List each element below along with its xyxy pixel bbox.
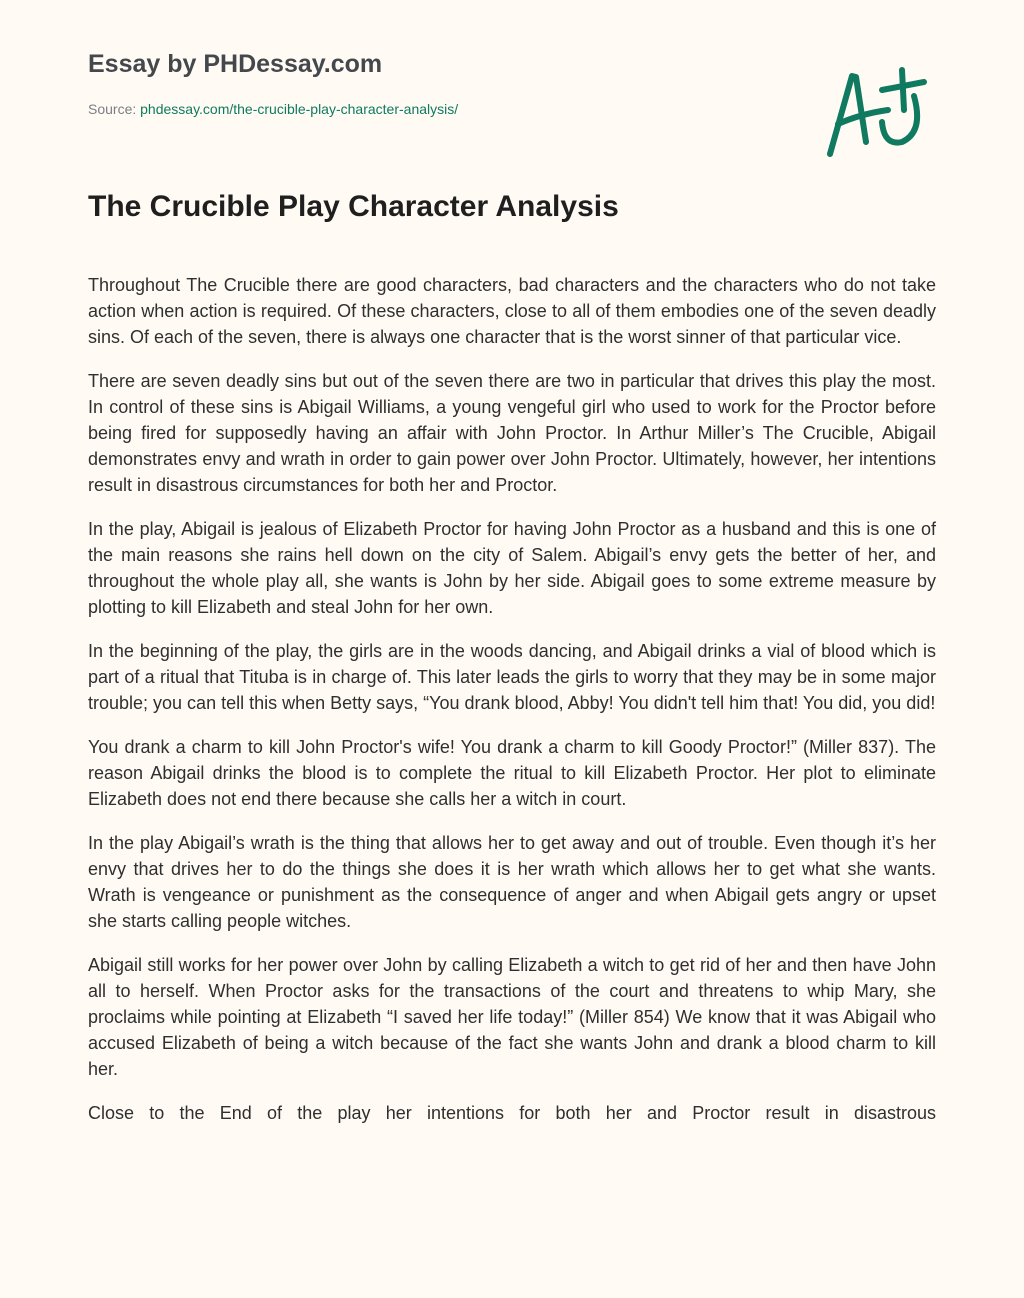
paragraph: Throughout The Crucible there are good characters, bad characters and the characters who do not take action when action is required. Of these characters, close to all of them embodies one of the seven deadly sins. Of each of the seven, there is always one character that is the worst sinner of that particular vice.	[88, 275, 936, 347]
paragraph: There are seven deadly sins but out of the seven there are two in particular that drives this play the most. In control of these sins is Abigail Williams, a young vengeful girl who used to work for the Proctor before being fired for supposedly having an affair with John Proctor. In Arthur Miller’s The Crucible, Abigail demonstrates envy and wrath in order to gain power over John Proctor. Ultimately, however, her intentions result in disastrous circumstances for both her and Proctor.	[88, 371, 936, 495]
source-label: Source:	[88, 101, 137, 117]
paragraph: You drank a charm to kill John Proctor's wife! You drank a charm to kill Goody Proctor!” (Miller 837). The reason Abigail drinks the blood is to complete the ritual to kill Elizabeth Proctor. Her plot to eliminate Elizabeth does not end there because she calls her a witch in court.	[88, 737, 936, 809]
paragraph: In the beginning of the play, the girls are in the woods dancing, and Abigail drinks a vial of blood which is part of a ritual that Tituba is in charge of. This later leads the girls to worry that they may be in some major trouble; you can tell this when Betty says, “You drank blood, Abby! You didn't tell him that! You did, you did!	[88, 641, 936, 713]
a-plus-logo-icon	[820, 62, 930, 162]
source-line	[88, 101, 458, 117]
page-title: The Crucible Play Character Analysis	[88, 190, 619, 223]
paragraph: In the play, Abigail is jealous of Elizabeth Proctor for having John Proctor as a husband and this is one of the main reasons she rains hell down on the city of Salem. Abigail’s envy gets the better of her, and throughout the whole play all, she wants is John by her side. Abigail goes to some extreme measure by plotting to kill Elizabeth and steal John for her own.	[88, 519, 936, 617]
brand-title: Essay by PHDessay.com	[88, 50, 383, 78]
paragraph: Abigail still works for her power over John by calling Elizabeth a witch to get rid of her and then have John all to herself. When Proctor asks for the transactions of the court and threatens to whip Mary, she proclaims while pointing at Elizabeth “I saved her life today!” (Miller 854) We know that it was Abigail who accused Elizabeth of being a witch because of the fact she wants John and drank a blood charm to kill her.	[88, 955, 936, 1079]
source-link[interactable]: phdessay.com/the-crucible-play-character-analysis/	[140, 101, 459, 117]
paragraph: Close to the End of the play her intentions for both her and Proctor result in disastrous	[88, 1103, 936, 1123]
essay-body	[88, 272, 936, 1144]
paragraph: In the play Abigail’s wrath is the thing that allows her to get away and out of trouble. Even though it’s her envy that drives her to do the things she does it is her wrath which allows her to get what she wants. Wrath is vengeance or punishment as the consequence of anger and when Abigail gets angry or upset she starts calling people witches.	[88, 833, 936, 931]
